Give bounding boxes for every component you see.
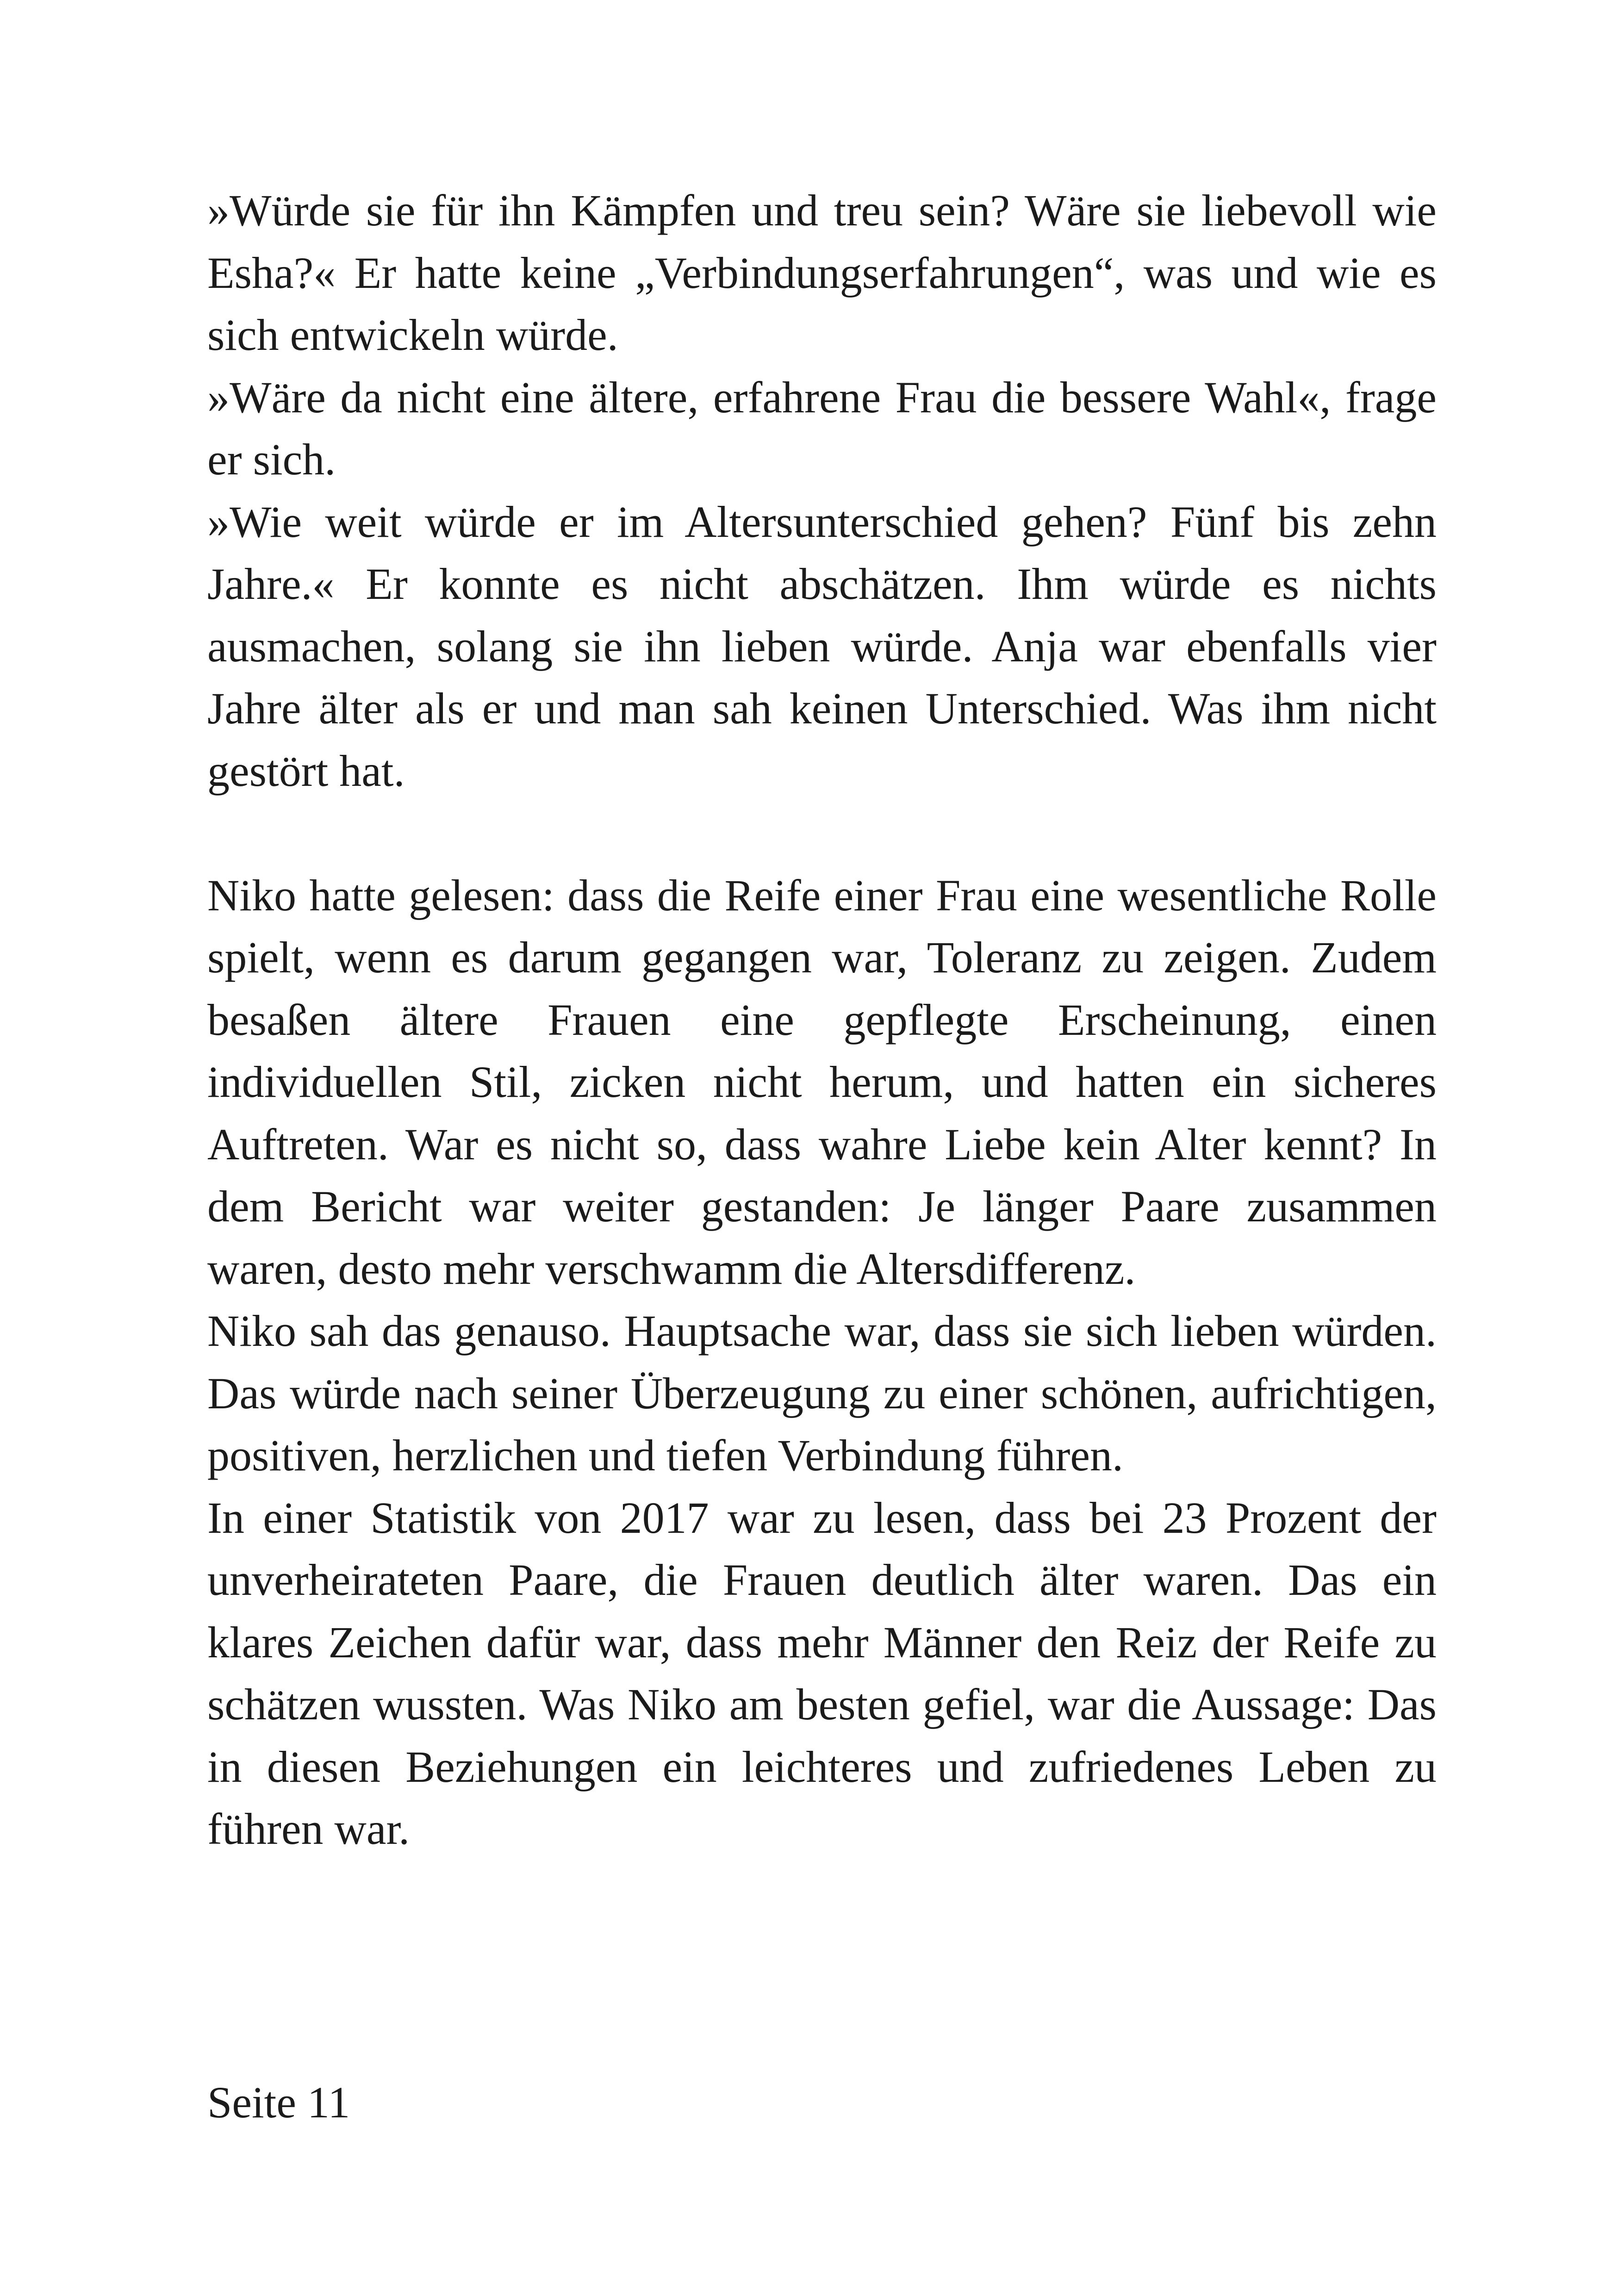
paragraph-1: »Würde sie für ihn Kämpfen und treu sein? Wäre sie liebevoll wie Esha?« Er hatte keine „Verbindungserfahrungen“, was und wie es sich entwickeln würde. (207, 186, 1437, 360)
paragraph-5: Niko sah das genauso. Hauptsache war, dass sie sich lieben würden. Das würde nach seiner Überzeugung zu einer schönen, aufrichtigen, positiven, herzlichen und tiefen Verbindung führen. (207, 1306, 1437, 1480)
paragraph-spacer (207, 802, 1437, 865)
paragraph-2: »Wäre da nicht eine ältere, erfahrene Frau die bessere Wahl«, frage er sich. (207, 372, 1437, 484)
body-text (207, 180, 1437, 1860)
paragraph-4: Niko hatte gelesen: dass die Reife einer Frau eine wesentliche Rolle spielt, wenn es darum gegangen war, Toleranz zu zeigen. Zudem besaßen ältere Frauen eine gepflegte Erscheinung, einen individuellen Stil, zicken nicht herum, und hatten ein sicheres Auftreten. War es nicht so, dass wahre Liebe kein Alter kennt? In dem Bericht war weiter gestanden: Je länger Paare zusammen waren, desto mehr verschwamm die Altersdifferenz. (207, 870, 1437, 1294)
paragraph-6: In einer Statistik von 2017 war zu lesen, dass bei 23 Prozent der unverheirateten Paare, die Frauen deutlich älter waren. Das ein klares Zeichen dafür war, dass mehr Männer den Reiz der Reife zu schätzen wussten. Was Niko am besten gefiel, war die Aussage: Das in diesen Beziehungen ein leichteres und zufriedenes Leben zu führen war. (207, 1493, 1437, 1854)
paragraph-3: »Wie weit würde er im Altersunterschied gehen? Fünf bis zehn Jahre.« Er konnte es nicht abschätzen. Ihm würde es nichts ausmachen, solang sie ihn lieben würde. Anja war ebenfalls vier Jahre älter als er und man sah keinen Unterschied. Was ihm nicht gestört hat. (207, 497, 1437, 796)
page-number: Seite 11 (207, 2078, 350, 2127)
